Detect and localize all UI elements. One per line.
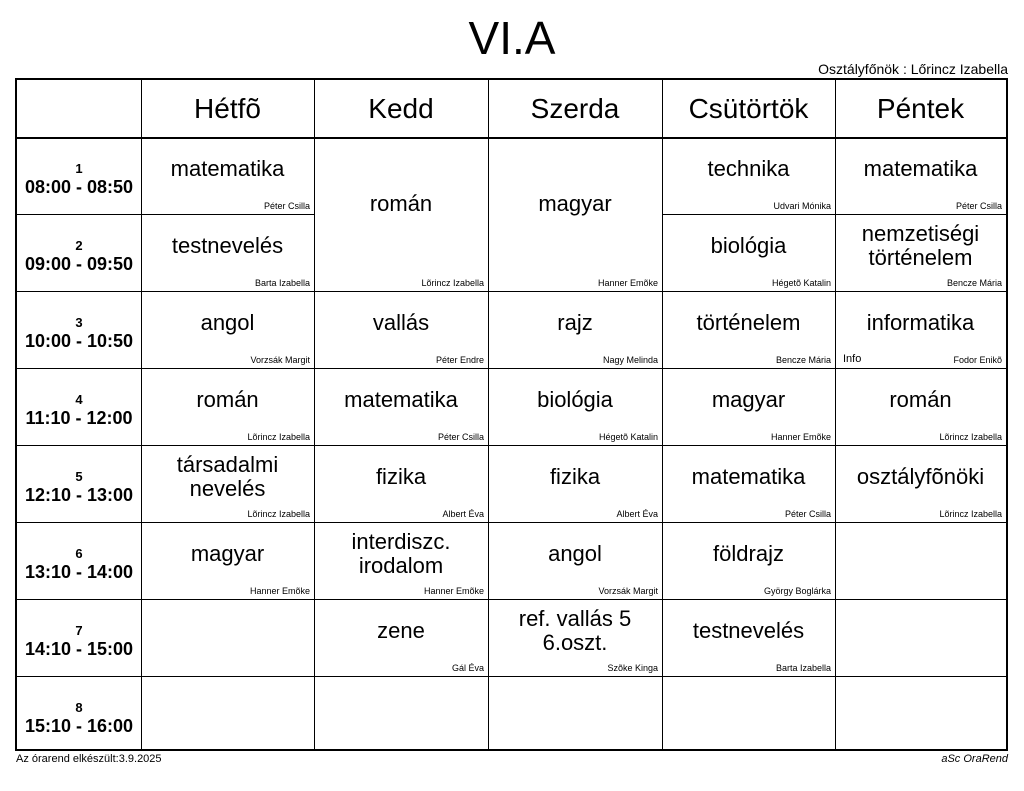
lesson-cell <box>314 368 488 445</box>
lesson-cell <box>314 137 488 291</box>
lesson-teacher: Lõrincz Izabella <box>421 278 484 288</box>
lesson-subject-line: román <box>369 191 433 216</box>
day-row-line <box>835 522 1006 523</box>
period-time: 08:00 - 08:50 <box>24 177 134 197</box>
lesson-cell <box>488 522 662 599</box>
lesson-teacher: Hanner Emõke <box>597 278 658 288</box>
lesson-cell <box>662 522 835 599</box>
period-number: 2 <box>75 238 83 253</box>
lesson-cell <box>314 599 488 676</box>
day-row-line <box>662 676 835 677</box>
period-row-line <box>17 599 141 600</box>
lesson-teacher: Hégetõ Katalin <box>771 278 831 288</box>
day-header: Péntek <box>876 92 965 124</box>
lesson-subject <box>141 311 314 335</box>
lesson-teacher: Péter Csilla <box>784 509 831 519</box>
period-number: 1 <box>75 161 83 176</box>
lesson-subject <box>488 192 662 216</box>
day-row-line <box>835 676 1006 677</box>
lesson-teacher: Lõrincz Izabella <box>247 509 310 519</box>
lesson-cell <box>662 291 835 368</box>
lesson-subject-line: angol <box>548 541 602 566</box>
lesson-teacher: Vorzsák Margit <box>598 586 658 596</box>
lesson-cell <box>835 291 1006 368</box>
lesson-subject-line: történelem <box>696 310 801 335</box>
lesson-subject-line: testnevelés <box>171 233 284 258</box>
period-row-line <box>17 522 141 523</box>
lesson-cell <box>141 368 314 445</box>
lesson-cell <box>314 445 488 522</box>
class-title: VI.A <box>468 12 556 64</box>
lesson-teacher: Bencze Mária <box>946 278 1002 288</box>
lesson-teacher: Péter Csilla <box>437 432 484 442</box>
period-row-line <box>17 368 141 369</box>
lesson-subject-line: fizika <box>375 464 427 489</box>
lesson-subject <box>662 311 835 335</box>
lesson-subject-line: magyar <box>538 191 612 216</box>
lesson-subject <box>488 607 662 655</box>
period-row-line <box>17 291 141 292</box>
lesson-subject-line: magyar <box>190 541 265 566</box>
lesson-cell <box>835 368 1006 445</box>
lesson-subject-line: rajz <box>557 310 593 335</box>
period-number: 6 <box>75 546 83 561</box>
lesson-cell <box>662 445 835 522</box>
lesson-subject-line: matematika <box>170 156 285 181</box>
lesson-cell <box>314 291 488 368</box>
lesson-subject <box>141 453 314 501</box>
lesson-subject-line: technika <box>707 156 790 181</box>
period-time: 13:10 - 14:00 <box>24 562 134 582</box>
lesson-teacher: Szõke Kinga <box>607 663 658 673</box>
lesson-cell <box>662 599 835 676</box>
period-row-line <box>17 214 141 215</box>
lesson-subject-line: biológia <box>710 233 787 258</box>
period-row-line <box>17 445 141 446</box>
timetable-grid <box>15 78 1008 751</box>
lesson-subject <box>488 388 662 412</box>
lesson-subject-line: ref. vallás 5 <box>518 606 632 631</box>
lesson-subject-line: magyar <box>711 387 786 412</box>
lesson-subject-line: társadalmi <box>176 452 279 477</box>
lesson-teacher: Hanner Emõke <box>423 586 484 596</box>
period-time: 09:00 - 09:50 <box>24 254 134 274</box>
lesson-teacher: Nagy Melinda <box>602 355 658 365</box>
lesson-subject-line: vallás <box>372 310 430 335</box>
period-label <box>17 623 141 660</box>
period-time: 11:10 - 12:00 <box>25 408 133 428</box>
period-number: 5 <box>75 469 83 484</box>
lesson-room: Info <box>843 353 862 365</box>
lesson-cell <box>141 291 314 368</box>
lesson-subject <box>314 619 488 643</box>
lesson-subject-line: 6.oszt. <box>542 630 608 655</box>
lesson-teacher: Barta Izabella <box>775 663 831 673</box>
lesson-subject-line: biológia <box>537 387 613 412</box>
lesson-subject <box>835 311 1006 335</box>
lesson-teacher: Albert Éva <box>442 509 484 519</box>
day-row-line <box>314 676 488 677</box>
lesson-subject-line: angol <box>200 310 255 335</box>
lesson-teacher: Fodor Enikõ <box>953 355 1002 365</box>
lesson-subject-line: román <box>196 387 259 412</box>
lesson-subject <box>141 234 314 258</box>
period-number: 7 <box>75 623 83 638</box>
footer-software: aSc OraRend <box>941 753 1008 765</box>
lesson-subject-line: nemzetiségi <box>861 221 980 246</box>
lesson-subject-line: matematika <box>863 156 978 181</box>
lesson-teacher: György Boglárka <box>763 586 831 596</box>
lesson-subject <box>141 157 314 181</box>
lesson-cell <box>488 291 662 368</box>
lesson-subject-line: nevelés <box>189 476 266 501</box>
day-header: Csütörtök <box>688 92 809 124</box>
head-teacher: Osztályfőnök : Lőrincz Izabella <box>818 61 1008 77</box>
lesson-subject <box>662 234 835 258</box>
lesson-cell <box>141 522 314 599</box>
lesson-cell <box>662 137 835 214</box>
lesson-subject <box>662 465 835 489</box>
lesson-cell <box>488 599 662 676</box>
lesson-teacher: Albert Éva <box>616 509 658 519</box>
period-label <box>17 315 141 352</box>
day-header: Szerda <box>530 92 620 124</box>
lesson-subject <box>314 311 488 335</box>
period-number: 3 <box>75 315 83 330</box>
day-row-line <box>141 599 314 600</box>
lesson-teacher: Lõrincz Izabella <box>939 432 1002 442</box>
lesson-subject <box>488 465 662 489</box>
period-label <box>17 392 141 429</box>
lesson-subject-line: interdiszc. <box>351 529 451 554</box>
lesson-subject-line: fizika <box>549 464 601 489</box>
lesson-subject-line: matematika <box>344 387 458 412</box>
lesson-subject-line: testnevelés <box>692 618 805 643</box>
lesson-subject-line: irodalom <box>358 553 444 578</box>
lesson-cell <box>488 445 662 522</box>
lesson-subject <box>314 465 488 489</box>
lesson-cell <box>141 137 314 214</box>
period-time: 10:00 - 10:50 <box>24 331 134 351</box>
lesson-teacher: Bencze Mária <box>775 355 831 365</box>
lesson-teacher: Hégetõ Katalin <box>598 432 658 442</box>
day-row-line <box>835 599 1006 600</box>
lesson-teacher: Vorzsák Margit <box>250 355 310 365</box>
lesson-subject-line: matematika <box>691 464 806 489</box>
lesson-teacher: Péter Endre <box>435 355 484 365</box>
lesson-subject-line: történelem <box>868 245 973 270</box>
lesson-cell <box>141 445 314 522</box>
period-label <box>17 546 141 583</box>
day-header: Hétfõ <box>194 92 261 124</box>
day-row-line <box>141 676 314 677</box>
lesson-teacher: Hanner Emõke <box>770 432 831 442</box>
lesson-subject-line: zene <box>377 618 425 643</box>
day-header: Kedd <box>368 92 434 124</box>
lesson-subject <box>662 388 835 412</box>
lesson-subject <box>314 388 488 412</box>
lesson-teacher: Barta Izabella <box>254 278 310 288</box>
footer-created-date: Az órarend elkészült:3.9.2025 <box>16 753 162 765</box>
lesson-subject <box>141 388 314 412</box>
lesson-cell <box>488 368 662 445</box>
lesson-teacher: Lõrincz Izabella <box>247 432 310 442</box>
period-number: 4 <box>75 392 83 407</box>
lesson-cell <box>141 214 314 291</box>
lesson-subject <box>662 157 835 181</box>
lesson-cell <box>835 445 1006 522</box>
lesson-subject-line: osztályfõnöki <box>856 464 985 489</box>
period-label <box>17 469 141 506</box>
period-number: 8 <box>75 700 83 715</box>
lesson-subject <box>835 388 1006 412</box>
lesson-teacher: Péter Csilla <box>263 201 310 211</box>
lesson-subject-line: román <box>889 387 952 412</box>
lesson-subject <box>835 222 1006 270</box>
lesson-subject <box>662 619 835 643</box>
lesson-cell <box>662 368 835 445</box>
lesson-teacher: Hanner Emõke <box>249 586 310 596</box>
period-label <box>17 700 141 737</box>
lesson-cell <box>662 214 835 291</box>
lesson-subject <box>314 192 488 216</box>
lesson-subject <box>835 465 1006 489</box>
lesson-subject <box>488 311 662 335</box>
lesson-cell <box>835 214 1006 291</box>
lesson-teacher: Péter Csilla <box>955 201 1002 211</box>
period-label <box>17 238 141 275</box>
period-time: 12:10 - 13:00 <box>24 485 134 505</box>
period-row-line <box>17 676 141 677</box>
lesson-subject <box>141 542 314 566</box>
lesson-subject <box>662 542 835 566</box>
lesson-subject <box>835 157 1006 181</box>
period-time: 14:10 - 15:00 <box>24 639 134 659</box>
lesson-subject <box>488 542 662 566</box>
lesson-teacher: Udvari Mónika <box>773 201 831 211</box>
lesson-subject-line: földrajz <box>713 541 784 566</box>
period-label <box>17 161 141 198</box>
period-time: 15:10 - 16:00 <box>24 716 134 736</box>
day-row-line <box>488 676 662 677</box>
lesson-cell <box>835 137 1006 214</box>
lesson-cell <box>314 522 488 599</box>
lesson-cell <box>488 137 662 291</box>
lesson-subject-line: informatika <box>866 310 975 335</box>
lesson-subject <box>314 530 488 578</box>
lesson-teacher: Lõrincz Izabella <box>939 509 1002 519</box>
lesson-teacher: Gál Éva <box>451 663 484 673</box>
